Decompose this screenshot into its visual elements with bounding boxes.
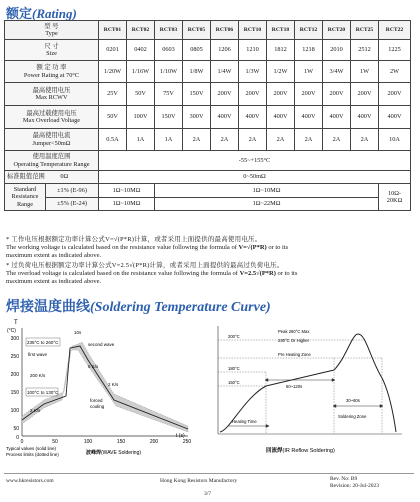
row-label-cn: 最高过载使用电压 (26, 109, 77, 117)
table-cell: 2A (239, 129, 267, 151)
std-last-a: 10Ω- (387, 189, 402, 197)
type-col: RCT25 (351, 21, 379, 40)
type-col: RCT06 (211, 21, 239, 40)
wave-caption-cn: 波峰焊 (86, 450, 102, 456)
label-230c: 230°C Or Higher (278, 338, 309, 343)
x-tick: 200 (149, 439, 159, 445)
table-cell: 0603 (155, 40, 183, 61)
std-5pct-tol: ±5% (57, 200, 69, 208)
table-cell: 2A (183, 129, 211, 151)
x-tick: 0 (20, 439, 24, 445)
table-cell: 150V (183, 83, 211, 106)
row-label-cn: 尺 寸 (44, 42, 59, 50)
y-tick: 250 (10, 354, 19, 360)
label-200c: 200°C (228, 334, 240, 339)
table-cell: 0805 (183, 40, 211, 61)
soldering-title-en: (Soldering Temperature Curve) (90, 300, 271, 315)
std-1pct-tol: ±1% (57, 186, 69, 194)
label-cooling: cooling (90, 404, 105, 409)
note1-cn: * 工作电压根据额定功率计算公式V=√(P*R)计算，或者采用上面提供的最高使用电压。 (6, 236, 262, 243)
row-label-en: Power Rating at 70°C (23, 71, 80, 79)
type-col: RCT05 (183, 21, 211, 40)
row-label (5, 151, 99, 171)
table-cell: 1/10W (155, 61, 183, 83)
table-cell: 2A (267, 129, 295, 151)
label-soldering-zone: Soldering Zone (338, 414, 367, 419)
y-axis-label: T (14, 320, 18, 326)
label-5ks: 5 K/s (88, 364, 99, 369)
soldering-section-title (6, 296, 271, 316)
type-col: RCT12 (295, 21, 323, 40)
table-cell: 200V (239, 83, 267, 106)
table-cell: 1218 (295, 40, 323, 61)
row-label (5, 106, 99, 129)
x-tick: 50 (52, 439, 58, 445)
table-cell: 1/4W (211, 61, 239, 83)
table-cell: 10A (379, 129, 411, 151)
table-cell: 400V (295, 106, 323, 129)
table-row-temp (5, 151, 411, 171)
type-header-en: Type (45, 30, 58, 37)
footer-company: Hong Kong Resistors Manufactory (160, 478, 238, 484)
row-label (5, 129, 99, 151)
label-100-130: 100°C to 130°C (27, 390, 59, 395)
row-label (5, 40, 99, 61)
table-cell: 400V (267, 106, 295, 129)
std-5pct-range-b: 1Ω~22MΩ (155, 197, 379, 211)
label-10s: 10s (74, 330, 82, 335)
note1-en2: maximum extent as indicated above. (6, 252, 102, 259)
type-col: RCT10 (239, 21, 267, 40)
label-second-wave: second wave (88, 342, 115, 347)
row-label-cn: 使用温度范围 (32, 153, 71, 161)
table-cell: 1W (351, 61, 379, 83)
reflow-soldering-chart (206, 318, 410, 458)
y-tick: 150 (10, 390, 19, 396)
x-ticks (21, 439, 192, 445)
table-cell: 1225 (379, 40, 411, 61)
table-row-std-1pct (5, 184, 411, 198)
table-cell: 50V (127, 83, 155, 106)
note-overload-voltage (6, 262, 412, 286)
type-header-cell (5, 21, 99, 40)
x-tick: 100 (83, 439, 93, 445)
temp-value-cell: -55~+155°C (99, 151, 411, 171)
type-col: RCT02 (127, 21, 155, 40)
y-ticks (11, 336, 20, 441)
table-cell: 1/2W (267, 61, 295, 83)
table-row-power (5, 61, 411, 83)
y-axis-unit: (°C) (7, 328, 16, 334)
table-cell: 200V (323, 83, 351, 106)
std-5pct-label (46, 198, 98, 211)
std-1pct-series: (E-96) (70, 186, 87, 194)
std-label-cn: 标准阻值范围 (7, 173, 45, 181)
y-tick: 50 (13, 426, 19, 432)
legend-limits: Process limits (dotted line) (6, 452, 59, 457)
footer-website[interactable]: www.hkresistors.com (6, 478, 54, 484)
std-1pct-label (46, 184, 98, 198)
reflow-annotations (228, 329, 367, 424)
table-cell: 400V (379, 106, 411, 129)
y-tick: 200 (10, 372, 19, 378)
y-tick: 100 (10, 408, 19, 414)
std-1pct-range-a: 1Ω~10MΩ (99, 184, 155, 198)
wave-soldering-chart (4, 316, 200, 458)
label-180c: 180°C (228, 366, 240, 371)
row-label (5, 61, 99, 83)
label-2ks-a: 2 K/s (108, 382, 119, 387)
label-150c: 150°C (228, 380, 240, 385)
note2-formula: V=2.5√(P*R) (239, 270, 276, 277)
left-chart-annotations (27, 330, 119, 413)
type-col: RCT22 (379, 21, 411, 40)
label-peak: Peak 260°C Max (278, 329, 310, 334)
reflow-curve (220, 334, 396, 432)
row-label-en: Jumper<50mΩ (32, 139, 71, 147)
table-cell: 400V (323, 106, 351, 129)
label-200ks: 200 K/s (30, 373, 46, 378)
std-last-range (379, 184, 411, 211)
note1-tail: or to its (268, 244, 289, 251)
label-forced: forced (90, 398, 103, 403)
type-col: RCT20 (323, 21, 351, 40)
std-label-en: Standard Resistance Range (5, 184, 46, 210)
table-cell: 50V (99, 106, 127, 129)
table-cell: 25V (99, 83, 127, 106)
label-2ks-b: 2 K/s (30, 408, 41, 413)
table-cell: 400V (351, 106, 379, 129)
type-col: RCT18 (267, 21, 295, 40)
type-col: RCT03 (155, 21, 183, 40)
table-cell: 150V (155, 106, 183, 129)
rating-title-en: (Rating) (32, 6, 77, 21)
table-cell: 3/4W (323, 61, 351, 83)
note2-en (6, 270, 412, 278)
table-cell: 1/16W (127, 61, 155, 83)
table-row-overload (5, 106, 411, 129)
std-5pct-series: (E-24) (70, 200, 87, 208)
table-cell: 400V (239, 106, 267, 129)
table-row-current (5, 129, 411, 151)
table-cell: 300V (183, 106, 211, 129)
std-zero-value: 0~50mΩ (99, 171, 411, 184)
table-cell: 2W (379, 61, 411, 83)
table-cell: 1/20W (99, 61, 127, 83)
row-label-en: Max RCWV (35, 94, 68, 101)
soldering-title-cn: 焊接温度曲线 (6, 300, 90, 315)
table-cell: 1/3W (239, 61, 267, 83)
note2-en2: maximum extent as indicated above. (6, 278, 102, 285)
std-5pct-range-a: 1Ω~10MΩ (99, 197, 155, 211)
table-cell: 200V (211, 83, 239, 106)
table-header-row (5, 21, 411, 40)
type-col: RCT01 (99, 21, 127, 40)
footer-rule (4, 473, 414, 474)
note1-en-text: The working voltage is calculated based on the resistance value following the formula of (6, 244, 237, 251)
table-cell: 100V (127, 106, 155, 129)
note-working-voltage (6, 236, 412, 260)
table-cell: 0201 (99, 40, 127, 61)
type-header-cn: 型 号 (44, 22, 59, 30)
footer-rev: Rev. No: B9 (330, 476, 358, 482)
legend-typical: Typical values (solid line) (6, 446, 57, 451)
table-cell: 2A (323, 129, 351, 151)
table-cell: 2A (295, 129, 323, 151)
x-axis-unit: t (s) (176, 433, 185, 439)
wave-caption (85, 449, 141, 456)
label-solder-time: 30~60s (346, 398, 360, 403)
note2-en-text: The overload voltage is calculated based on the resistance value following the formula of (6, 270, 238, 277)
rating-title-cn: 额定 (6, 6, 33, 21)
std-zero: 0Ω (60, 173, 69, 181)
row-label-cn: 最高使用电流 (32, 132, 71, 140)
reflow-caption (266, 446, 335, 454)
x-tick: 250 (182, 439, 192, 445)
page-number: 3/7 (204, 491, 212, 497)
rating-table (4, 20, 411, 211)
table-cell: 200V (295, 83, 323, 106)
std-zero-label (5, 171, 99, 184)
table-cell: 2A (351, 129, 379, 151)
table-cell: 75V (155, 83, 183, 106)
label-heating-time: Heating Time (232, 419, 257, 424)
table-row-size (5, 40, 411, 61)
reflow-caption-cn: 回流焊 (266, 448, 283, 454)
label-heat-time: 60~120s (286, 384, 303, 389)
reflow-caption-en: (IR Reflow Soldering) (282, 448, 335, 454)
table-cell: 0.5A (99, 129, 127, 151)
row-label (5, 83, 99, 106)
footer-revision: Revision: 20-Jul-2023 (330, 483, 380, 489)
label-pre-heating-zone: Pre Heating Zone (278, 352, 311, 357)
row-label-en: Max Overload Voltage (22, 117, 81, 124)
std-1pct-range-b: 1Ω~10MΩ (155, 184, 379, 198)
table-cell: 200V (267, 83, 295, 106)
note2-tail: or to its (277, 270, 298, 277)
table-cell: 2010 (323, 40, 351, 61)
table-row-std-zero (5, 171, 411, 184)
label-first-wave: first wave (28, 352, 48, 357)
note1-en (6, 244, 412, 252)
table-cell: 1/8W (183, 61, 211, 83)
std-range-label (5, 184, 99, 211)
wave-caption-en: (WAVE Soldering) (101, 450, 142, 456)
row-label-cn: 最高使用电压 (32, 86, 71, 94)
x-tick: 150 (116, 439, 126, 445)
table-row-max-rcwv (5, 83, 411, 106)
table-cell: 1W (295, 61, 323, 83)
note1-formula: V=√(P*R) (238, 244, 267, 251)
table-cell: 0402 (127, 40, 155, 61)
table-cell: 2A (211, 129, 239, 151)
row-label-en: Operating Temperature Range (13, 160, 90, 168)
table-cell: 200V (379, 83, 411, 106)
table-cell: 2512 (351, 40, 379, 61)
table-cell: 200V (351, 83, 379, 106)
table-cell: 1812 (267, 40, 295, 61)
table-cell: 1A (155, 129, 183, 151)
table-cell: 1A (127, 129, 155, 151)
row-label-en: Size (46, 50, 57, 57)
y-tick: 0 (16, 435, 19, 441)
row-label-cn: 额 定 功 率 (36, 64, 67, 72)
note2-cn: * 过负荷电压根据额定功率计算公式V=2.5√(P*R)计算，或者采用上面提供的最高过负荷电压。 (6, 262, 284, 269)
y-tick: 300 (10, 336, 19, 342)
table-cell: 400V (211, 106, 239, 129)
table-cell: 1206 (211, 40, 239, 61)
std-last-b: 20KΩ (386, 197, 403, 204)
label-235-260: 235°C to 260°C (27, 340, 59, 345)
table-cell: 1210 (239, 40, 267, 61)
